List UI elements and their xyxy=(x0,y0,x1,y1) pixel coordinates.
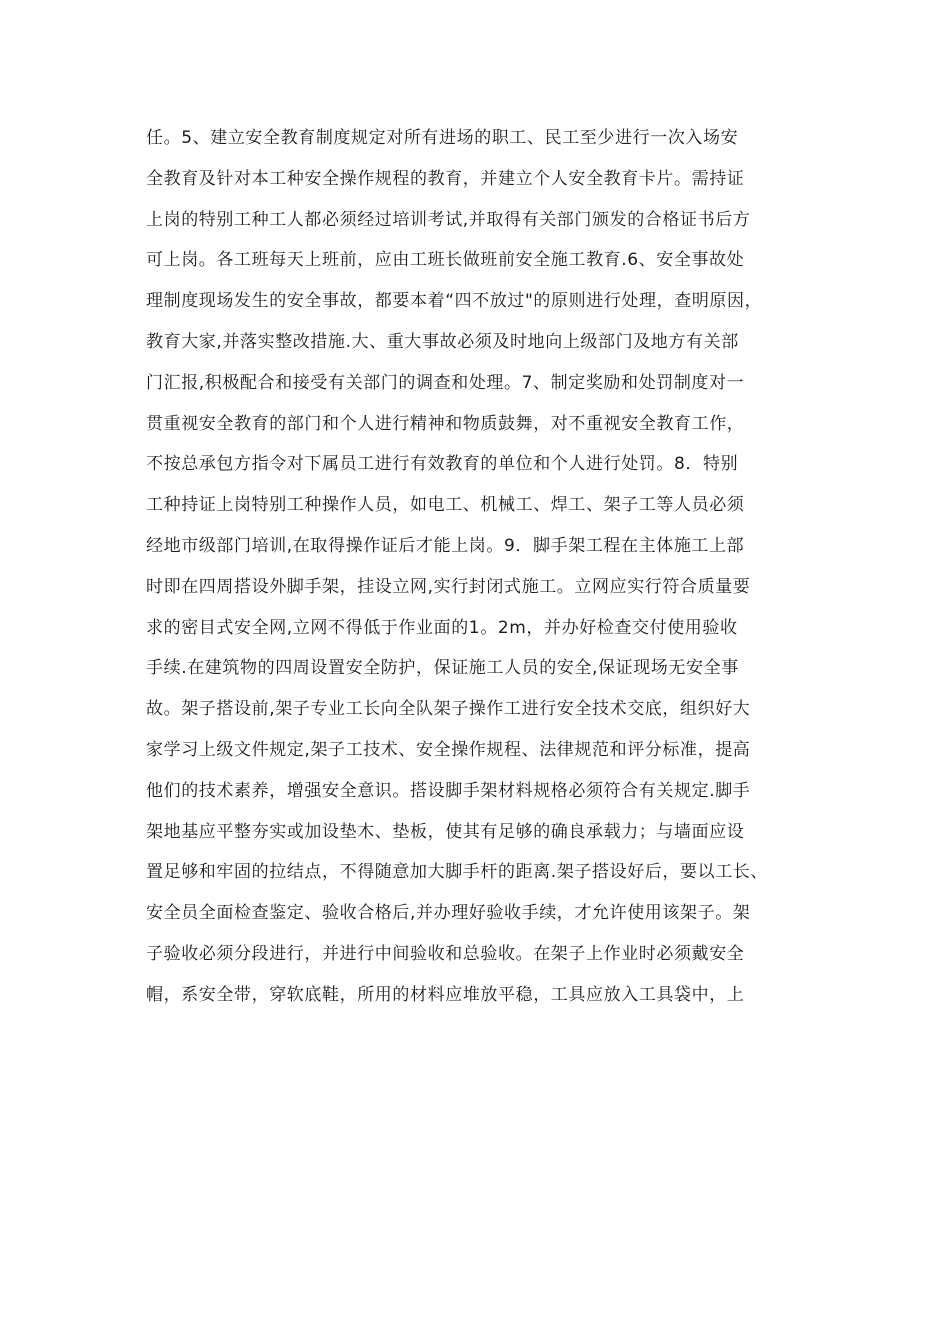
text-line: 置足够和牢固的拉结点，不得随意加大脚手杆的距离.架子搭设好后，要以工长、 xyxy=(146,862,769,883)
text-line: 上岗的特别工种工人都必须经过培训考试,并取得有关部门颁发的合格证书后方 xyxy=(146,209,751,230)
text-line: 架地基应平整夯实或加设垫木、垫板，使其有足够的确良承载力；与墙面应设 xyxy=(146,821,745,842)
text-line: 时即在四周搭设外脚手架，挂设立网,实行封闭式施工。立网应实行符合质量要 xyxy=(146,576,751,597)
text-line: 求的密目式安全网,立网不得低于作业面的1。2m，并办好检查交付使用验收 xyxy=(146,617,738,638)
text-line: 全教育及针对本工种安全操作规程的教育，并建立个人安全教育卡片。需持证 xyxy=(146,168,745,189)
text-line: 帽，系安全带，穿软底鞋，所用的材料应堆放平稳，工具应放入工具袋中，上 xyxy=(146,984,745,1005)
body-text xyxy=(146,118,836,1016)
text-line: 子验收必须分段进行，并进行中间验收和总验收。在架子上作业时必须戴安全 xyxy=(146,943,745,964)
text-line: 安全员全面检查鉴定、验收合格后,并办理好验收手续，才允许使用该架子。架 xyxy=(146,903,751,924)
text-line: 教育大家,并落实整改措施.大、重大事故必须及时地向上级部门及地方有关部 xyxy=(146,331,739,352)
text-line: 任。5、建立安全教育制度规定对所有进场的职工、民工至少进行一次入场安 xyxy=(146,128,739,148)
text-line: 理制度现场发生的安全事故，都要本着“四不放过"的原则进行处理，查明原因， xyxy=(146,291,763,312)
text-line: 手续.在建筑物的四周设置安全防护，保证施工人员的安全,保证现场无安全事 xyxy=(146,658,739,679)
text-line: 家学习上级文件规定,架子工技术、安全操作规程、法律规范和评分标准，提高 xyxy=(146,739,751,760)
text-line: 经地市级部门培训,在取得操作证后才能上岗。9．脚手架工程在主体施工上部 xyxy=(146,535,745,556)
text-line: 门汇报,积极配合和接受有关部门的调查和处理。7、制定奖励和处罚制度对一 xyxy=(146,372,745,393)
text-line: 贯重视安全教育的部门和个人进行精神和物质鼓舞，对不重视安全教育工作， xyxy=(146,413,745,434)
text-line: 他们的技术素养，增强安全意识。搭设脚手架材料规格必须符合有关规定.脚手 xyxy=(146,780,751,801)
text-line: 工种持证上岗特别工种操作人员，如电工、机械工、焊工、架子工等人员必须 xyxy=(146,495,745,516)
text-line: 故。架子搭设前,架子专业工长向全队架子操作工进行安全技术交底，组织好大 xyxy=(146,699,751,720)
text-line: 不按总承包方指令对下属员工进行有效教育的单位和个人进行处罚。8．特别 xyxy=(146,454,739,475)
text-line: 可上岗。各工班每天上班前，应由工班长做班前安全施工教育.6、安全事故处 xyxy=(146,250,745,271)
